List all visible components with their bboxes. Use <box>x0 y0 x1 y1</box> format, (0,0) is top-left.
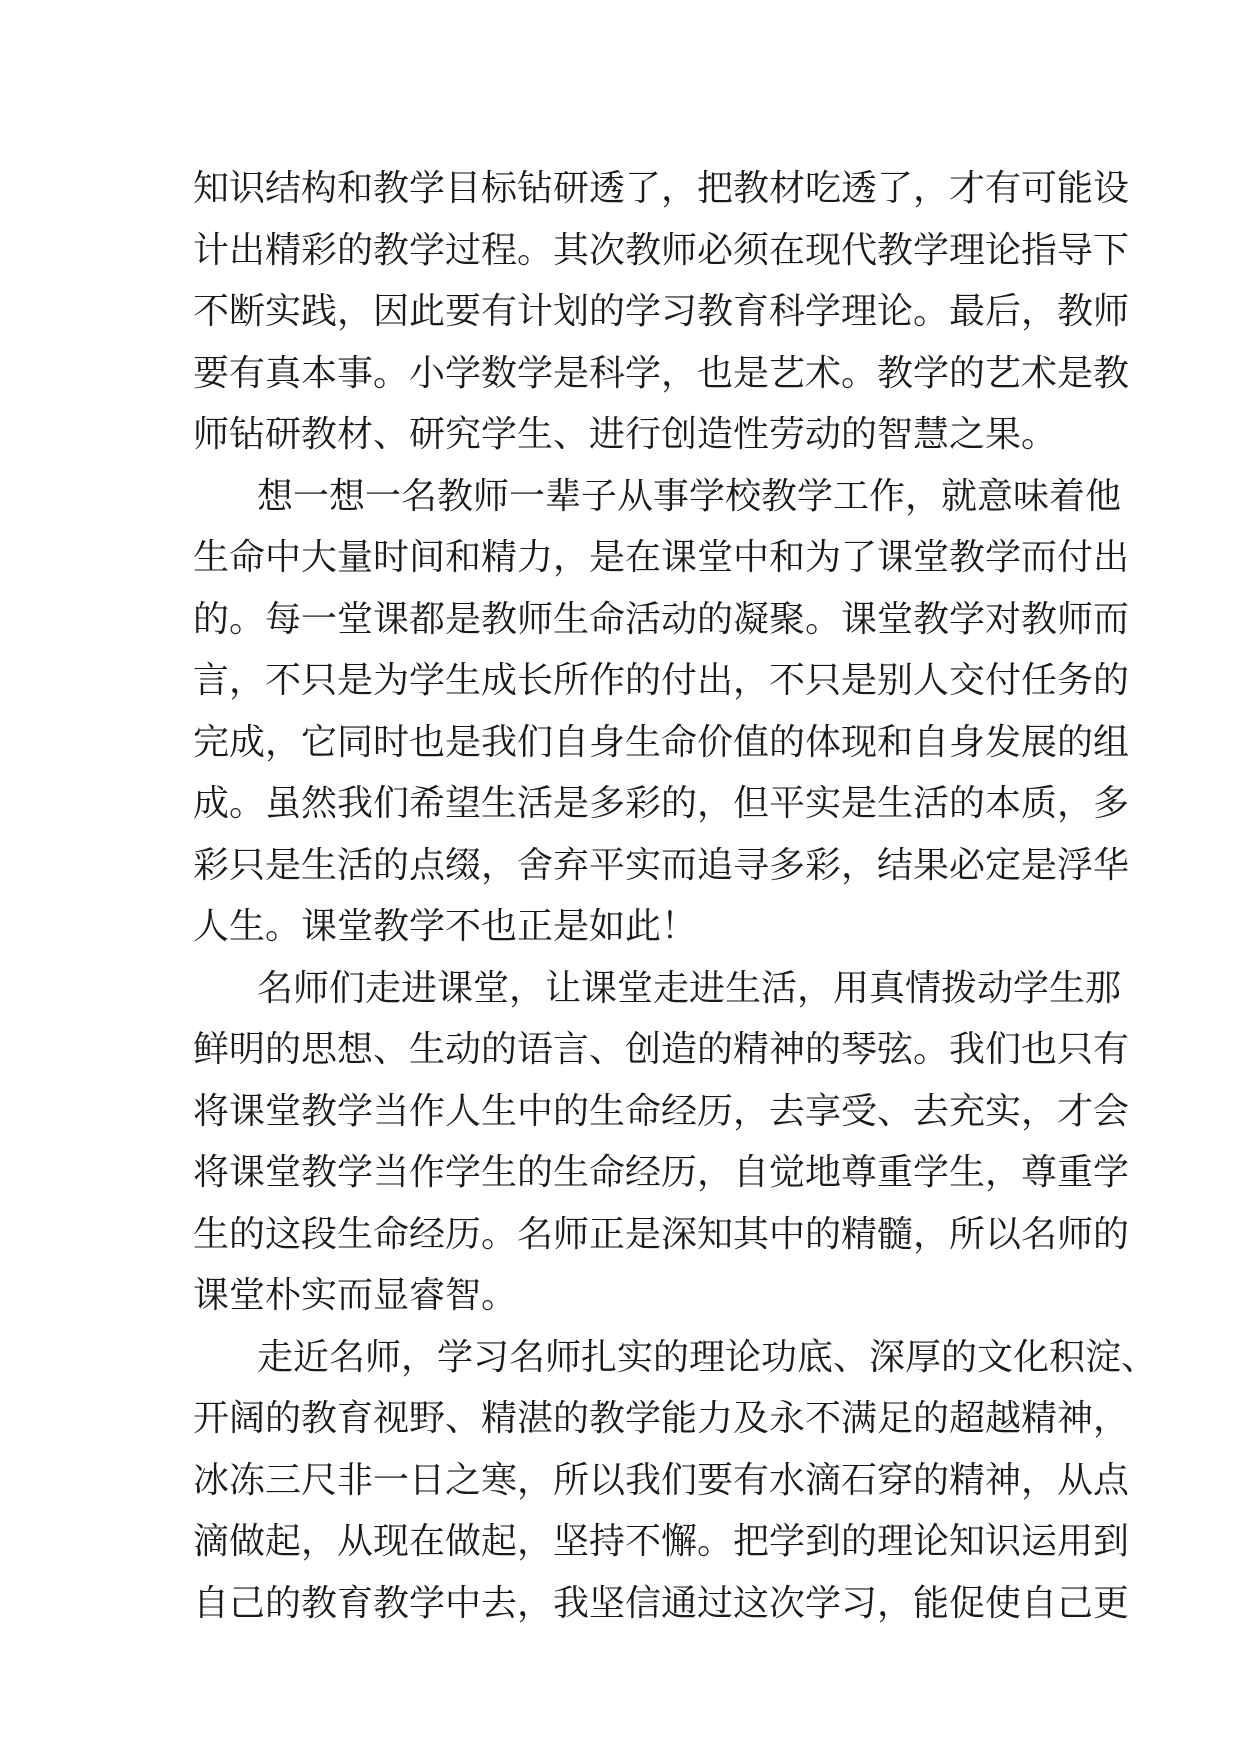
text-line: 的。每一堂课都是教师生命活动的凝聚。课堂教学对教师而 <box>193 598 1130 640</box>
text-line: 生命中大量时间和精力，是在课堂中和为了课堂教学而付出 <box>193 537 1130 578</box>
text-line: 完成，它同时也是我们自身生命价值的体现和自身发展的组 <box>193 721 1130 763</box>
text-line: 将课堂教学当作学生的生命经历，自觉地尊重学生，尊重学 <box>193 1152 1130 1193</box>
text-line: 要有真本事。小学数学是科学，也是艺术。教学的艺术是教 <box>193 352 1130 394</box>
text-line: 知识结构和教学目标钻研透了，把教材吃透了，才有可能设 <box>193 168 1130 209</box>
text-line: 彩只是生活的点缀，舍弃平实而追寻多彩，结果必定是浮华 <box>193 844 1130 886</box>
text-line: 言，不只是为学生成长所作的付出，不只是别人交付任务的 <box>193 660 1130 701</box>
text-line: 课堂朴实而显睿智。 <box>193 1275 518 1316</box>
text-line: 成。虽然我们希望生活是多彩的，但平实是生活的本质，多 <box>193 783 1130 824</box>
text-line: 冰冻三尺非一日之寒，所以我们要有水滴石穿的精神，从点 <box>193 1459 1130 1501</box>
text-line: 不断实践，因此要有计划的学习教育科学理论。最后，教师 <box>193 291 1130 332</box>
body-text <box>193 158 1158 1634</box>
paragraph-first-line: 想一想一名教师一辈子从事学校教学工作，就意味着他 <box>257 475 1122 517</box>
text-line: 师钻研教材、研究学生、进行创造性劳动的智慧之果。 <box>193 414 1058 455</box>
paragraph-first-line: 名师们走进课堂，让课堂走进生活，用真情拨动学生那 <box>257 967 1122 1009</box>
text-line: 自己的教育教学中去，我坚信通过这次学习，能促使自己更 <box>193 1582 1130 1624</box>
text-line: 鲜明的思想、生动的语言、创造的精神的琴弦。我们也只有 <box>193 1029 1130 1070</box>
text-line: 计出精彩的教学过程。其次教师必须在现代教学理论指导下 <box>193 229 1130 271</box>
paragraph-first-line: 走近名师，学习名师扎实的理论功底、深厚的文化积淀、 <box>257 1336 1158 1378</box>
text-line: 滴做起，从现在做起，坚持不懈。把学到的理论知识运用到 <box>193 1521 1130 1562</box>
text-line: 开阔的教育视野、精湛的教学能力及永不满足的超越精神， <box>193 1398 1130 1439</box>
text-line: 人生。课堂教学不也正是如此！ <box>193 906 698 947</box>
text-line: 将课堂教学当作人生中的生命经历，去享受、去充实，才会 <box>193 1090 1130 1132</box>
text-line: 生的这段生命经历。名师正是深知其中的精髓，所以名师的 <box>193 1213 1130 1255</box>
